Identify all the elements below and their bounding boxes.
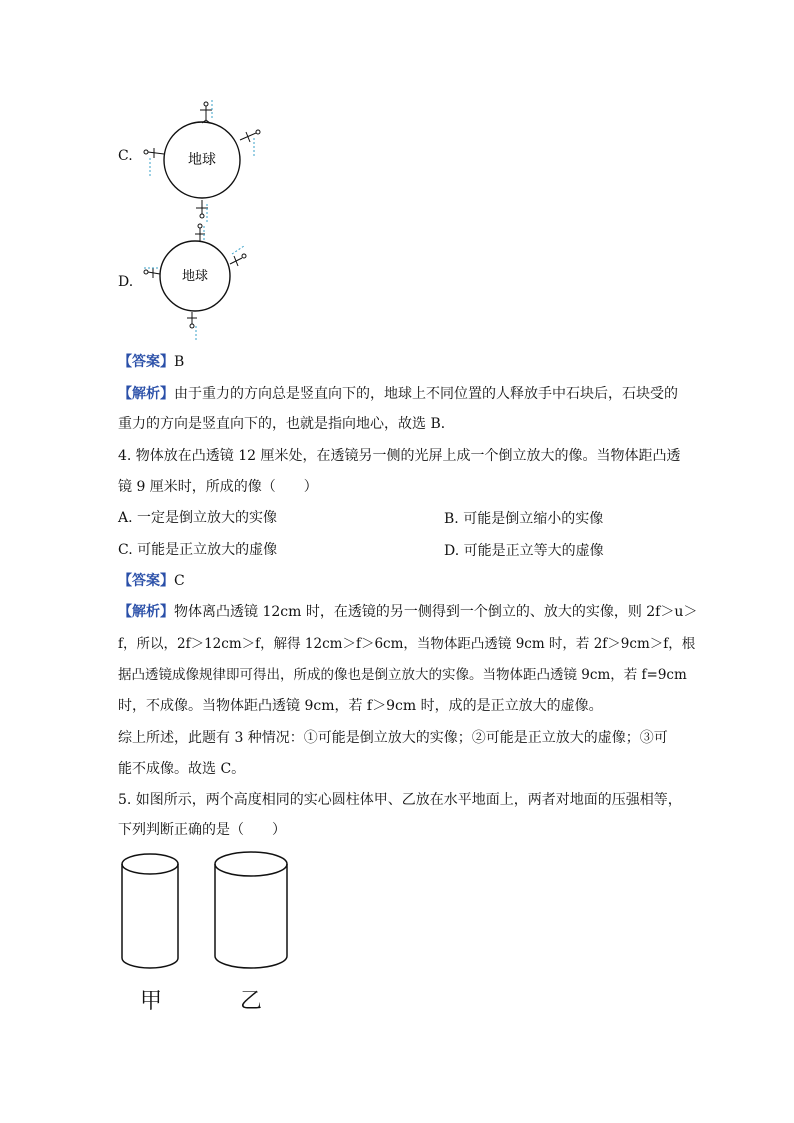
- person-top-icon: [200, 102, 212, 123]
- person-bottom-icon: [187, 312, 197, 328]
- person-right-icon: [240, 130, 260, 142]
- answer-value: C: [174, 573, 185, 589]
- drop-path-right: [232, 246, 244, 254]
- q4-option-a: A. 一定是倒立放大的实像: [118, 510, 278, 526]
- option-c-label: C.: [118, 148, 133, 164]
- q4-summary-line-2: 能不成像。故选 C。: [118, 761, 246, 777]
- analysis-tag: 【解析】: [118, 386, 174, 402]
- earth-label: 地球: [188, 152, 216, 168]
- q4-stem-line-2: 镜 9 厘米时，所成的像（ ）: [118, 479, 318, 495]
- option-d-label: D.: [118, 274, 134, 290]
- q3-analysis-line-2: 重力的方向是竖直向下的，也就是指向地心，故选 B．: [118, 416, 455, 432]
- q4-option-b: B. 可能是倒立缩小的实像: [444, 511, 604, 527]
- cylinders-figure: [110, 846, 310, 976]
- option-d-figure: [140, 222, 260, 342]
- earth-label: 地球: [181, 269, 209, 284]
- q4-analysis-line-2: f，所以，2f＞12cm＞f，解得 12cm＞f＞6cm，当物体距凸透镜 9cm 时，若 2f＞9cm＞f，根: [118, 636, 696, 652]
- answer-tag: 【答案】: [118, 573, 174, 589]
- q4-stem-line-1: 4. 物体放在凸透镜 12 厘米处，在透镜另一侧的光屏上成一个倒立放大的像。当物体距凸透: [118, 448, 681, 464]
- q5-stem-line-1: 5. 如图所示，两个高度相同的实心圆柱体甲、乙放在水平地面上，两者对地面的压强相等，: [118, 792, 682, 808]
- q4-analysis-line-4: 时，不成像。当物体距凸透镜 9cm，若 f＞9cm 时，成的是正立放大的虚像。: [118, 698, 603, 714]
- q4-option-d: D. 可能是正立等大的虚像: [444, 543, 604, 559]
- answer-tag: 【答案】: [118, 354, 174, 370]
- q3-answer: [118, 352, 184, 372]
- person-bottom-icon: [196, 200, 208, 218]
- analysis-tag: 【解析】: [118, 604, 174, 620]
- q4-summary-line-1: 综上所述，此题有 3 种情况：①可能是倒立放大的实像；②可能是正立放大的虚像；③可: [118, 730, 668, 746]
- cylinder-a-label: 甲: [140, 989, 163, 1014]
- q4-option-c: C. 可能是正立放大的虚像: [118, 542, 278, 558]
- person-right-icon: [230, 254, 246, 266]
- q4-answer: [118, 571, 185, 591]
- cylinder-b: [215, 852, 287, 968]
- cylinder-a: [122, 854, 178, 968]
- q3-analysis-line-1: 【解析】由于重力的方向总是竖直向下的，地球上不同位置的人释放手中石块后，石块受的: [118, 386, 678, 402]
- q5-stem-line-2: 下列判断正确的是（ ）: [118, 822, 286, 838]
- answer-value: B: [174, 354, 185, 370]
- option-c-figure: [140, 96, 270, 226]
- q4-analysis-line-1: 【解析】物体离凸透镜 12cm 时，在透镜的另一侧得到一个倒立的、放大的实像，则 2f＞u＞: [118, 604, 698, 620]
- person-left-icon: [144, 268, 160, 278]
- cylinder-b-label: 乙: [240, 989, 263, 1014]
- person-left-icon: [144, 148, 164, 158]
- q4-analysis-line-3: 据凸透镜成像规律即可得出，所成的像也是倒立放大的实像。当物体距凸透镜 9cm，若 f=9cm: [118, 667, 687, 683]
